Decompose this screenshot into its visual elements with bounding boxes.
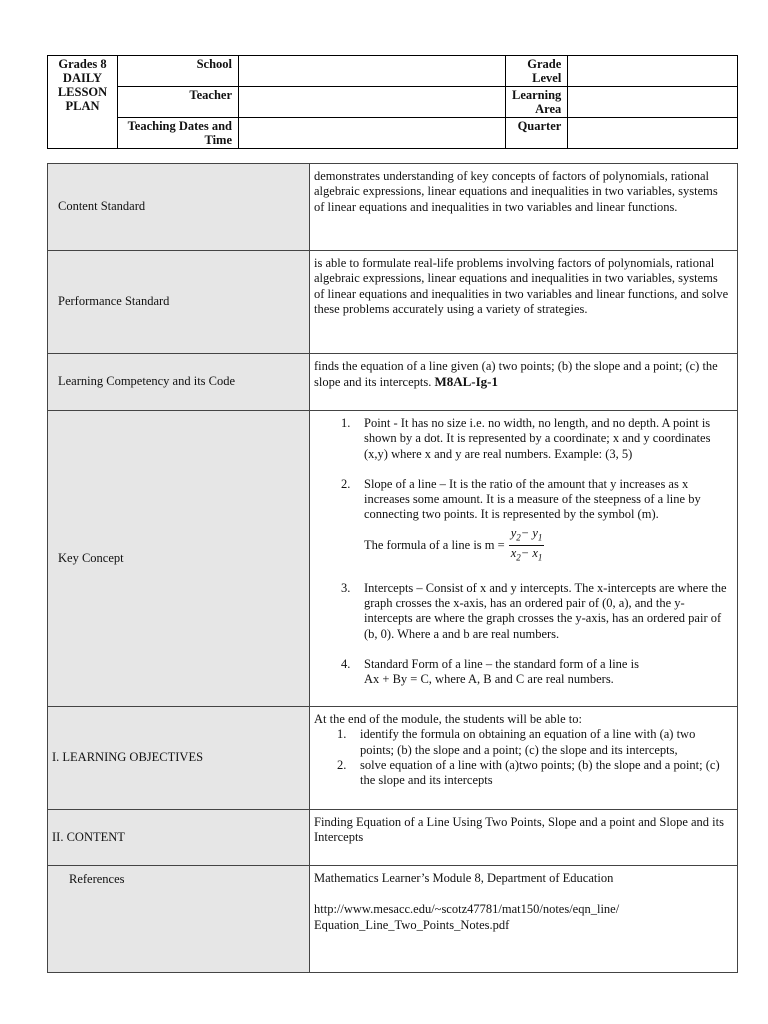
- standard-form-equation: Ax + By = C, where A, B and C are real numbers.: [364, 672, 614, 687]
- lesson-plan-table: [47, 163, 738, 973]
- key-concept-text: Intercepts – Consist of x and y intercepts. The x-intercepts are where the graph crosses the x-axis, has an ordered pair of (0, a), and the y-intercepts are where the graph crosses the y-axis, has an ordered pair of (b, 0). Where a and b are real numbers.: [364, 580, 727, 641]
- learning-competency-cell: [310, 354, 738, 411]
- grades-label: Grades 8 DAILY LESSON PLAN: [48, 56, 118, 149]
- quarter-field[interactable]: [568, 118, 738, 149]
- slope-formula: [364, 526, 729, 566]
- objective-text: solve equation of a line with (a)two points; (b) the slope and a point; (c) the slope and its intercepts: [360, 757, 720, 788]
- school-label: School: [118, 56, 239, 87]
- reference-url[interactable]: http://www.mesacc.edu/~scotz47781/mat150/notes/eqn_line/: [314, 902, 620, 917]
- content-label: II. CONTENT: [48, 810, 310, 866]
- teacher-label: Teacher: [118, 87, 239, 118]
- grade-level-field[interactable]: [568, 56, 738, 87]
- content-row: [48, 810, 738, 866]
- learning-objectives-cell: [310, 707, 738, 810]
- learning-objectives-row: [48, 707, 738, 810]
- content-standard-row: [48, 164, 738, 251]
- fraction-numerator: $y_2- y_1$: [509, 526, 545, 547]
- content-text: Finding Equation of a Line Using Two Points, Slope and a point and Slope and its Intercepts: [310, 810, 738, 866]
- teaching-dates-label: Teaching Dates and Time: [118, 118, 239, 149]
- objective-text: identify the formula on obtaining an equation of a line with (a) two points; (b) the slope and a point; (c) the slope and its intercepts,: [360, 727, 696, 757]
- objectives-intro: At the end of the module, the students will be able to:: [314, 712, 582, 726]
- list-number: 2.: [341, 476, 351, 491]
- grade-level-label: Grade Level: [506, 56, 568, 87]
- objective-item: [314, 758, 729, 789]
- key-concept-text: Point - It has no size i.e. no width, no length, and no depth. A point is shown by a dot. It is represented by a coordinate; x and y coordinates (x,y) where x and y are real numbers. Example: (3, 5): [364, 416, 711, 461]
- objectives-list: [314, 727, 729, 788]
- learning-objectives-label: I. LEARNING OBJECTIVES: [48, 707, 310, 810]
- list-number: 1.: [341, 416, 351, 430]
- teacher-field[interactable]: [239, 87, 506, 118]
- formula-prefix: The formula of a line is m =: [364, 538, 505, 553]
- learning-competency-label: Learning Competency and its Code: [48, 354, 310, 411]
- performance-standard-label: Performance Standard: [48, 251, 310, 354]
- school-field[interactable]: [239, 56, 506, 87]
- key-concept-item: [314, 581, 729, 642]
- learning-area-field[interactable]: [568, 87, 738, 118]
- key-concept-row: [48, 411, 738, 707]
- list-number: 4.: [341, 656, 351, 671]
- key-concept-item: [314, 416, 729, 462]
- key-concept-label: Key Concept: [48, 411, 310, 707]
- key-concept-text: Slope of a line – It is the ratio of the amount that y increases as x increases some amount. It is a measure of the steepness of a line by connecting two points. It is represented by the symbol (m).: [364, 476, 701, 522]
- key-concept-list: [314, 416, 729, 688]
- references-cell: [310, 866, 738, 973]
- key-concept-item: [314, 477, 729, 566]
- content-standard-text: demonstrates understanding of key concepts of factors of polynomials, rational algebraic expressions, linear equations and inequalities in two variables, systems of linear equations and inequalities in two variables and linear functions.: [310, 164, 738, 251]
- list-number: 3.: [341, 580, 351, 595]
- reference-url-continued[interactable]: Equation_Line_Two_Points_Notes.pdf: [314, 917, 510, 932]
- performance-standard-row: [48, 251, 738, 354]
- fraction-denominator: $x_2- x_1$: [510, 546, 543, 563]
- teaching-dates-field[interactable]: [239, 118, 506, 149]
- learning-competency-text: finds the equation of a line given (a) two points; (b) the slope and a point; (c) the slope and its intercepts.: [314, 359, 718, 390]
- header-table: [47, 55, 738, 149]
- learning-area-label: Learning Area: [506, 87, 568, 118]
- references-row: [48, 866, 738, 973]
- competency-code: M8AL-Ig-1: [434, 374, 499, 390]
- list-number: 2.: [337, 757, 347, 772]
- key-concept-text: Standard Form of a line – the standard form of a line is: [364, 656, 639, 671]
- quarter-label: Quarter: [506, 118, 568, 149]
- performance-standard-text: is able to formulate real-life problems involving factors of polynomials, rational algebraic expressions, linear equations and inequalities in two variables, systems of linear equations and inequalities in two variables and linear functions, and solve these problems accurately using a variety of strategies.: [310, 251, 738, 354]
- learning-competency-row: [48, 354, 738, 411]
- list-number: 1.: [337, 727, 347, 742]
- key-concept-cell: [310, 411, 738, 707]
- content-standard-label: Content Standard: [48, 164, 310, 251]
- key-concept-item: [314, 657, 729, 688]
- references-label: References: [48, 866, 310, 973]
- slope-fraction: [509, 526, 545, 566]
- references-text: Mathematics Learner’s Module 8, Department of Education: [314, 871, 614, 885]
- objective-item: [314, 727, 729, 758]
